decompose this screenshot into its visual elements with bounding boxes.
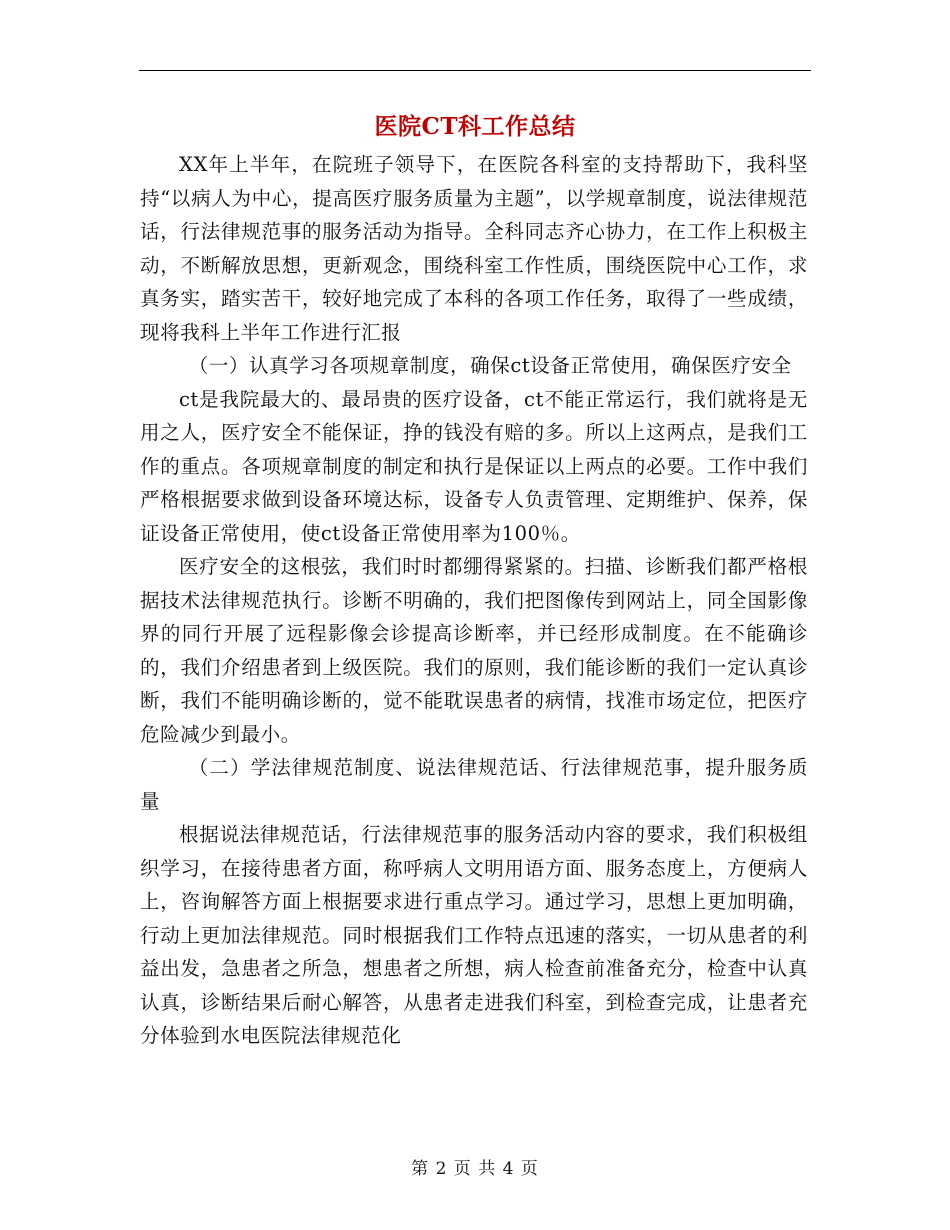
paragraph-intro: XX年上半年，在院班子领导下，在医院各科室的支持帮助下，我科坚持“以病人为中心，提高医疗服务质量为主题”，以学规章制度，说法律规范话，行法律规范事的服务活动为指导。全科同志齐心协力，在工作上积极主动，不断解放思想，更新观念，围绕科室工作性质，围绕医院中心工作，求真务实，踏实苦干，较好地完成了本科的各项工作任务，取得了一些成绩，现将我科上半年工作进行汇报 — [140, 153, 808, 344]
section-heading-1: （一）认真学习各项规章制度，确保ct设备正常使用，确保医疗安全 — [188, 354, 792, 377]
document-title: 医院CT科工作总结 — [374, 113, 576, 140]
document-body — [140, 148, 808, 1053]
paragraph-service-quality: 根据说法律规范话，行法律规范事的服务活动内容的要求，我们积极组织学习，在接待患者方面，称呼病人文明用语方面、服务态度上，方便病人上，咨询解答方面上根据要求进行重点学习。通过学习，思想上更加明确，行动上更加法律规范。同时根据我们工作特点迅速的落实，一切从患者的利益出发，急患者之所急，想患者之所想，病人检查前准备充分，检查中认真认真，诊断结果后耐心解答，从患者走进我们科室，到检查完成，让患者充分体验到水电医院法律规范化 — [140, 823, 808, 1047]
paragraph-ct-equipment: ct是我院最大的、最昂贵的医疗设备，ct不能正常运行，我们就将是无用之人，医疗安全不能保证，挣的钱没有赔的多。所以上这两点，是我们工作的重点。各项规章制度的制定和执行是保证以上两点的必要。工作中我们严格根据要求做到设备环境达标，设备专人负责管理、定期维护、保养，保证设备正常使用，使ct设备正常使用率为100％。 — [140, 387, 808, 545]
header-rule — [139, 70, 811, 71]
paragraph-medical-safety: 医疗安全的这根弦，我们时时都绷得紧紧的。扫描、诊断我们都严格根据技术法律规范执行。诊断不明确的，我们把图像传到网站上，同全国影像界的同行开展了远程影像会诊提高诊断率，并已经形成制度。在不能确诊的，我们介绍患者到上级医院。我们的原则，我们能诊断的我们一定认真诊断，我们不能明确诊断的，觉不能耽误患者的病情，找准市场定位，把医疗危险减少到最小。 — [140, 555, 808, 746]
page-number: 第 2 页 共 4 页 — [411, 1159, 539, 1179]
section-heading-2: （二）学法律规范制度、说法律规范话、行法律规范事，提升服务质量 — [140, 756, 808, 813]
